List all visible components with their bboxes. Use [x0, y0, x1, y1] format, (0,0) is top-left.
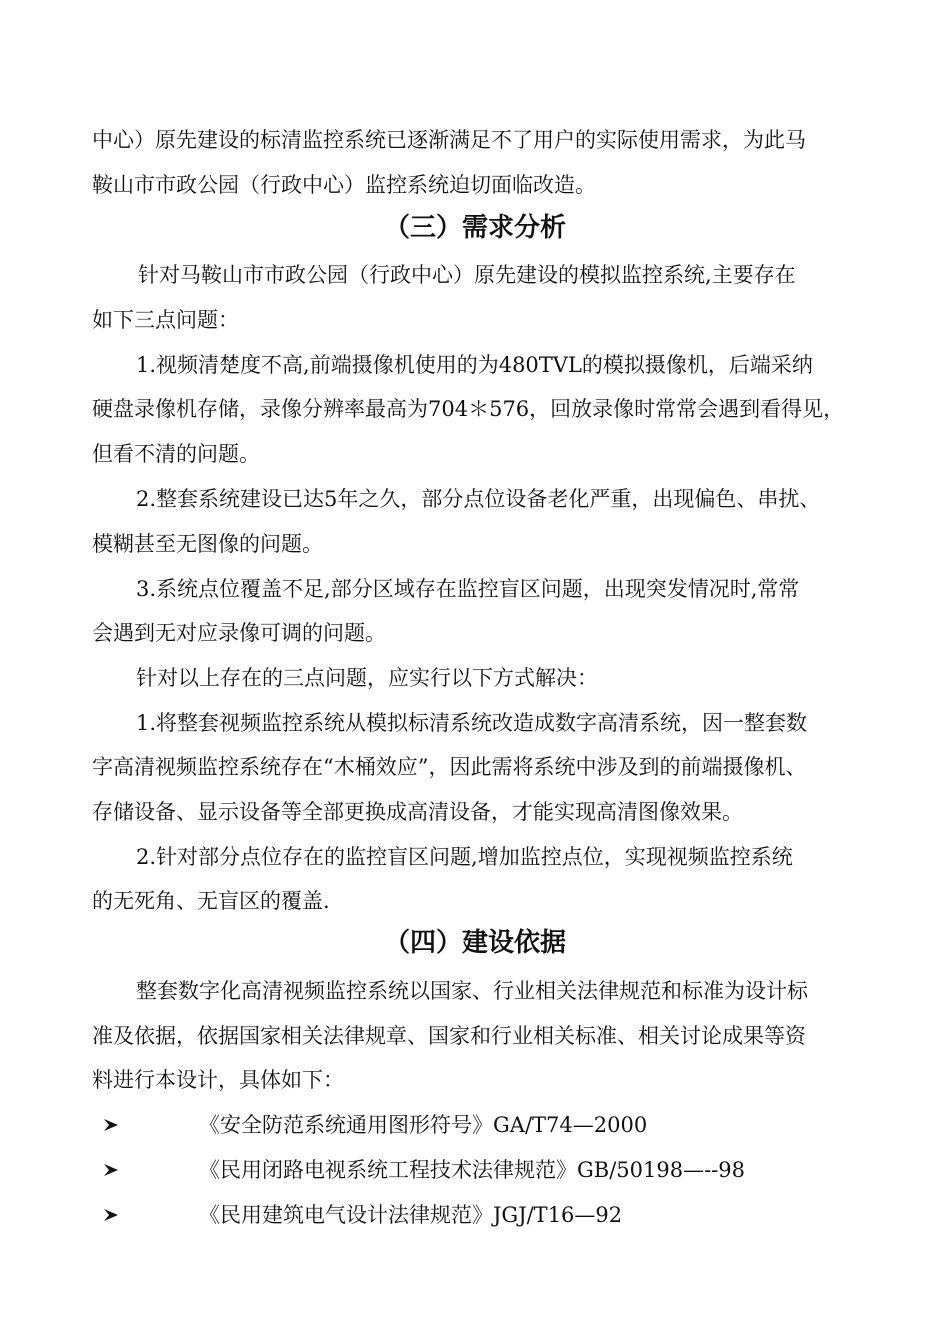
arrow-bullet-icon [102, 1200, 120, 1230]
list-item [0, 1155, 950, 1185]
intro-line-1: 中心）原先建设的标清监控系统已逐渐满足不了用户的实际使用需求，为此马 [92, 128, 806, 152]
problem-2-line-1: 2.整套系统建设已达5年之久，部分点位设备老化严重，出现偏色、串扰、 [136, 487, 821, 511]
arrow-bullet-icon [102, 1110, 120, 1140]
list-item [0, 1200, 950, 1230]
list-item [0, 1110, 950, 1140]
section-4-intro-line-1: 整套数字化高清视频监控系统以国家、行业相关法律规范和标准为设计标 [136, 979, 808, 1003]
solution-2-line-2: 的无死角、无盲区的覆盖. [92, 889, 330, 913]
section-3-intro-line-2: 如下三点问题： [92, 308, 239, 332]
section-4-heading: （四）建设依据 [383, 928, 566, 958]
section-4-intro-line-2: 准及依据，依据国家相关法律规章、国家和行业相关标准、相关讨论成果等资 [92, 1024, 806, 1048]
solution-intro: 针对以上存在的三点问题，应实行以下方式解决： [136, 666, 598, 690]
arrow-bullet-icon [102, 1155, 120, 1185]
list-item-text: 《民用建筑电气设计法律规范》JGJ/T16—92 [199, 1203, 623, 1227]
list-item-text: 《民用闭路电视系统工程技术法律规范》GB/50198—--98 [199, 1158, 745, 1182]
problem-2-line-2: 模糊甚至无图像的问题。 [92, 532, 323, 556]
problem-1-line-3: 但看不清的问题。 [92, 442, 260, 466]
problem-1-line-2: 硬盘录像机存储，录像分辨率最高为704＊576，回放录像时常常会遇到看得见， [92, 397, 845, 421]
problem-3-line-2: 会遇到无对应录像可调的问题。 [92, 621, 386, 645]
solution-2-line-1: 2.针对部分点位存在的监控盲区问题,增加监控点位，实现视频监控系统 [136, 845, 793, 869]
section-3-intro-line-1: 针对马鞍山市市政公园（行政中心）原先建设的模拟监控系统,主要存在 [138, 263, 796, 287]
section-3-heading: （三）需求分析 [383, 213, 566, 243]
section-4-intro-line-3: 料进行本设计，具体如下： [92, 1068, 344, 1092]
solution-1-line-1: 1.将整套视频监控系统从模拟标清系统改造成数字高清系统，因一整套数 [136, 711, 808, 735]
solution-1-line-2: 字高清视频监控系统存在“木桶效应”，因此需将系统中涉及到的前端摄像机、 [92, 755, 807, 779]
problem-1-line-1: 1.视频清楚度不高,前端摄像机使用的为480TVL的模拟摄像机，后端采纳 [136, 353, 813, 377]
intro-line-2: 鞍山市市政公园（行政中心）监控系统迫切面临改造。 [92, 173, 596, 197]
problem-3-line-1: 3.系统点位覆盖不足,部分区域存在监控盲区问题，出现突发情况时,常常 [136, 577, 800, 601]
solution-1-line-3: 存储设备、显示设备等全部更换成高清设备，才能实现高清图像效果。 [92, 800, 743, 824]
list-item-text: 《安全防范系统通用图形符号》GA/T74—2000 [199, 1113, 648, 1137]
